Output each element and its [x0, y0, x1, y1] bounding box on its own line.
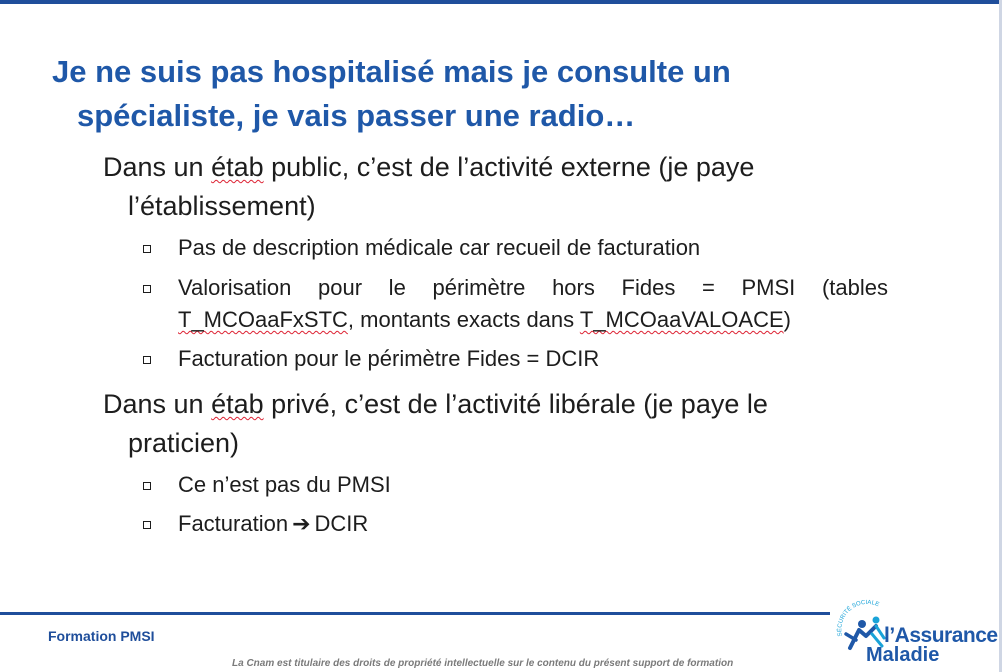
copyright-note: La Cnam est titulaire des droits de propriété intellectuelle sur le contenu du présent support de formation	[232, 658, 734, 669]
bullet-item-public-1	[143, 232, 888, 264]
private-establishment-item	[103, 385, 883, 463]
private-item-continuation: praticien)	[128, 428, 240, 458]
logo-arc-text: SÉCURITÉ SOCIALE	[837, 599, 880, 637]
bullet-item-public-3	[143, 343, 888, 375]
square-bullet-icon	[143, 356, 151, 364]
slide-title-line-1: Je ne suis pas hospitalisé mais je consulte un	[52, 54, 731, 89]
table-name-fxstc: T_MCOaaFxSTC	[178, 307, 348, 332]
right-arrow-icon: ➔	[292, 511, 311, 536]
private-item-text-start: Dans un	[103, 389, 212, 419]
bullet-item-public-2	[143, 272, 888, 336]
bullet-item-private-1	[143, 469, 888, 501]
slide-title-line-2: spécialiste, je vais passer une radio…	[77, 98, 636, 133]
public-item-continuation: l’établissement)	[128, 191, 316, 221]
slide-title	[52, 50, 872, 138]
bullet-text-part: )	[783, 307, 791, 332]
bullet-text	[178, 272, 888, 336]
bullet-text: Ce n’est pas du PMSI	[178, 472, 391, 497]
table-name-valoace: T_MCOaaVALOACE	[579, 307, 784, 332]
logo-name-line-1: l’Assurance	[884, 624, 998, 647]
bullet-text-part: Facturation	[178, 511, 289, 536]
bullet-text-part: , montants exacts dans	[347, 307, 580, 332]
square-bullet-icon	[143, 482, 151, 490]
bullet-text: Pas de description médicale car recueil de facturation	[178, 235, 701, 260]
square-bullet-icon	[143, 245, 151, 253]
bullet-text-part: DCIR	[314, 511, 369, 536]
private-item-text-end: privé, c’est de l’activité libérale (je paye le	[263, 389, 768, 419]
assurance-maladie-logo	[832, 596, 998, 668]
public-item-spell-word: étab	[211, 152, 264, 182]
public-item-text-start: Dans un	[103, 152, 212, 182]
public-establishment-item	[103, 148, 883, 226]
logo-name-line-2: Maladie	[866, 644, 940, 666]
square-bullet-icon	[143, 285, 151, 293]
public-item-text-end: public, c’est de l’activité externe (je paye	[263, 152, 755, 182]
private-item-spell-word: étab	[211, 389, 264, 419]
bullet-text	[178, 508, 888, 540]
bullet-text-part: Valorisation pour le périmètre hors Fides = PMSI (tables	[178, 275, 888, 300]
square-bullet-icon	[143, 521, 151, 529]
bullet-text: Facturation pour le périmètre Fides = DCIR	[178, 346, 600, 371]
footer-rule	[0, 612, 830, 615]
footer-label: Formation PMSI	[48, 628, 155, 644]
bullet-item-private-2	[143, 508, 888, 540]
top-rule	[0, 0, 1002, 4]
